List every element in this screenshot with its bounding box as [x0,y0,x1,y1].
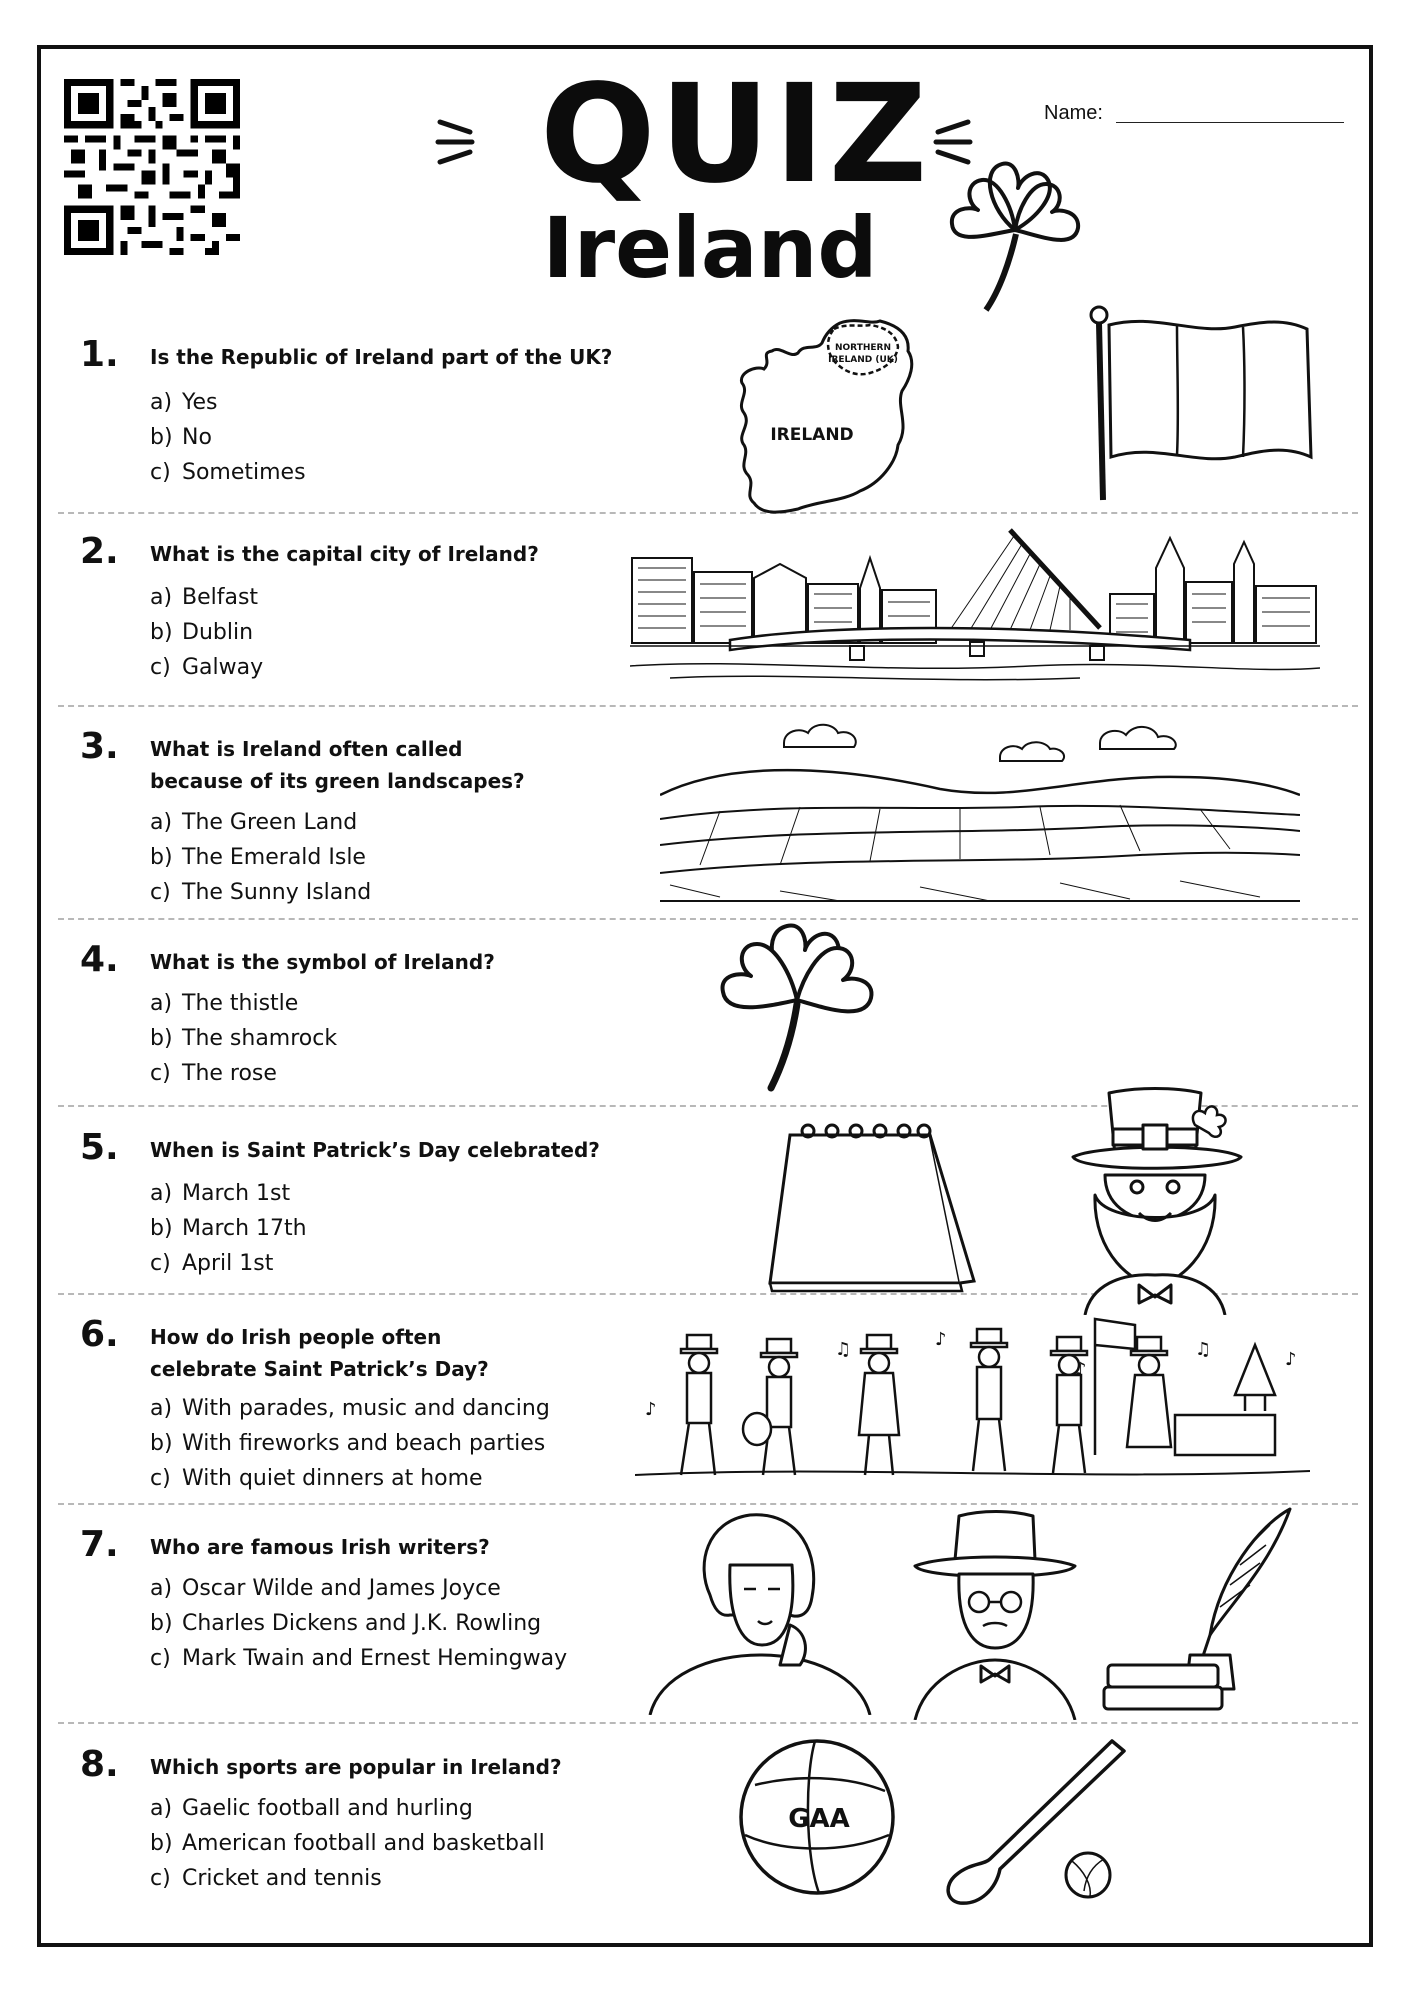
answer-option[interactable]: a) Belfast [150,585,259,610]
answer-option[interactable]: b) The shamrock [150,1026,338,1051]
svg-text:♪: ♪ [1075,1359,1087,1380]
answer-option[interactable]: c) The rose [150,1061,277,1086]
answer-options [150,805,371,910]
page-title: QUIZ [540,56,932,214]
ireland-map-illustration [720,315,980,520]
svg-text:♫: ♫ [1195,1339,1212,1360]
map-label-ireland: IRELAND [770,425,854,445]
leprechaun-illustration [1055,1085,1255,1315]
answer-options [150,580,263,685]
answer-option[interactable]: c) Galway [150,655,264,680]
landscape-illustration [660,715,1300,905]
calendar-icon [760,1115,980,1300]
dublin-skyline-illustration [630,528,1320,688]
question-text: Who are famous Irish writers? [150,1535,490,1559]
answer-options [150,1391,550,1496]
answer-option[interactable]: b) With fireworks and beach parties [150,1431,546,1456]
parade-illustration [635,1315,1310,1495]
divider [58,512,1358,514]
svg-text:♪: ♪ [645,1399,657,1420]
question-text: What is Ireland often called because of its green landscapes? [150,737,525,793]
burst-lines-icon [430,100,490,180]
question-number: 1. [80,334,119,375]
answer-option[interactable]: c) Mark Twain and Ernest Hemingway [150,1646,568,1671]
answer-option[interactable]: b) March 17th [150,1216,307,1241]
answer-option[interactable]: b) Charles Dickens and J.K. Rowling [150,1611,542,1636]
answer-options [150,986,337,1091]
answer-option[interactable]: b) The Emerald Isle [150,845,366,870]
hurley-icon [940,1735,1130,1910]
answer-option[interactable]: a) Oscar Wilde and James Joyce [150,1576,501,1601]
question-number: 3. [80,726,119,767]
answer-option[interactable]: a) March 1st [150,1181,291,1206]
question-text: What is the capital city of Ireland? [150,542,539,566]
answer-options [150,1791,545,1896]
question-text: Is the Republic of Ireland part of the UK? [150,345,613,369]
answer-option[interactable]: c) With quiet dinners at home [150,1466,483,1491]
answer-option[interactable]: a) With parades, music and dancing [150,1396,550,1421]
name-field[interactable] [1044,100,1344,130]
answer-options [150,385,306,490]
question-text: What is the symbol of Ireland? [150,950,495,974]
oscar-wilde-portrait [640,1505,880,1715]
answer-option[interactable]: b) Dublin [150,620,254,645]
question-text: How do Irish people often celebrate Saint Patrick’s Day? [150,1325,489,1381]
shamrock-icon [705,918,895,1098]
question-number: 5. [80,1127,119,1168]
answer-option[interactable]: c) The Sunny Island [150,880,372,905]
divider [58,1722,1358,1724]
question-number: 4. [80,939,119,980]
name-line[interactable] [1116,122,1344,123]
answer-options [150,1176,307,1281]
answer-option[interactable]: b) American football and basketball [150,1831,545,1856]
gaelic-football-icon [735,1735,900,1900]
name-label: Name: [1044,102,1103,124]
irish-flag-illustration [1085,305,1315,505]
quill-books-icon [1100,1505,1300,1715]
divider [58,705,1358,707]
question-text: When is Saint Patrick’s Day celebrated? [150,1138,600,1162]
answer-option[interactable]: a) Yes [150,390,218,415]
page-subtitle: Ireland [542,199,878,297]
answer-option[interactable]: a) The Green Land [150,810,358,835]
question-number: 6. [80,1314,119,1355]
svg-text:♫: ♫ [835,1339,852,1360]
svg-text:♪: ♪ [935,1329,947,1350]
shamrock-icon [940,150,1090,320]
map-label-northern-2: IRELAND (UK) [828,355,898,365]
answer-option[interactable]: a) Gaelic football and hurling [150,1796,473,1821]
qr-code-icon [64,79,240,255]
answer-option[interactable]: c) Cricket and tennis [150,1866,382,1891]
answer-option[interactable]: c) April 1st [150,1251,274,1276]
answer-option[interactable]: c) Sometimes [150,460,306,485]
question-number: 7. [80,1524,119,1565]
question-number: 8. [80,1744,119,1785]
question-text: Which sports are popular in Ireland? [150,1755,562,1779]
answer-option[interactable]: b) No [150,425,212,450]
map-label-northern: NORTHERN [835,343,891,353]
question-number: 2. [80,531,119,572]
james-joyce-portrait [905,1510,1085,1720]
svg-text:♪: ♪ [1285,1349,1297,1370]
answer-options [150,1571,567,1676]
answer-option[interactable]: a) The thistle [150,991,299,1016]
ball-text: GAA [788,1804,850,1834]
